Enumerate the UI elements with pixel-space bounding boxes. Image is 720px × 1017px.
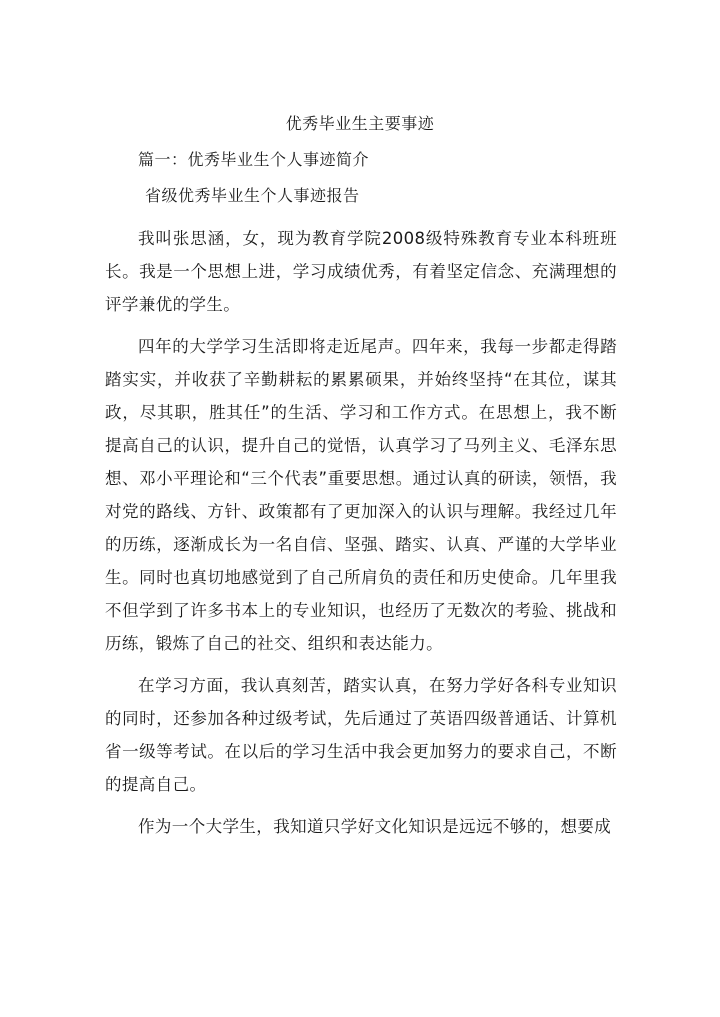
document-title: 优秀毕业生主要事迹 xyxy=(285,114,435,133)
document-body xyxy=(105,222,617,852)
section-heading: 篇一：优秀毕业生个人事迹简介 xyxy=(138,150,370,169)
body-paragraph: 在学习方面，我认真刻苦，踏实认真，在努力学好各科专业知识的同时，还参加各种过级考试，先后通过了英语四级普通话、计算机省一级等考试。在以后的学习生活中我会更加努力的要求自己，不断的提高自己。 xyxy=(105,676,617,794)
body-paragraph: 四年的大学学习生活即将走近尾声。四年来，我每一步都走得踏踏实实，并收获了辛勤耕耘的累累硕果，并始终坚持“在其位，谋其政，尽其职，胜其任”的生活、学习和工作方式。在思想上，我不断提高自己的认识，提升自己的觉悟，认真学习了马列主义、毛泽东思想、邓小平理论和“三个代表”重要思想。通过认真的研读，领悟，我对党的路线、方针、政策都有了更加深入的认识与理解。我经过几年的历练，逐渐成长为一名自信、坚强、踏实、认真、严谨的大学毕业生。同时也真切地感觉到了自己所肩负的责任和历史使命。几年里我不但学到了许多书本上的专业知识，也经历了无数次的考验、挑战和历练，锻炼了自己的社交、组织和表达能力。 xyxy=(105,337,617,653)
body-paragraph: 作为一个大学生，我知道只学好文化知识是远远不够的，想要成 xyxy=(138,817,612,836)
body-paragraph: 我叫张思涵，女，现为教育学院2008级特殊教育专业本科班班长。我是一个思想上进，学习成绩优秀，有着坚定信念、充满理想的评学兼优的学生。 xyxy=(105,229,617,314)
subsection-heading: 省级优秀毕业生个人事迹报告 xyxy=(145,186,360,205)
